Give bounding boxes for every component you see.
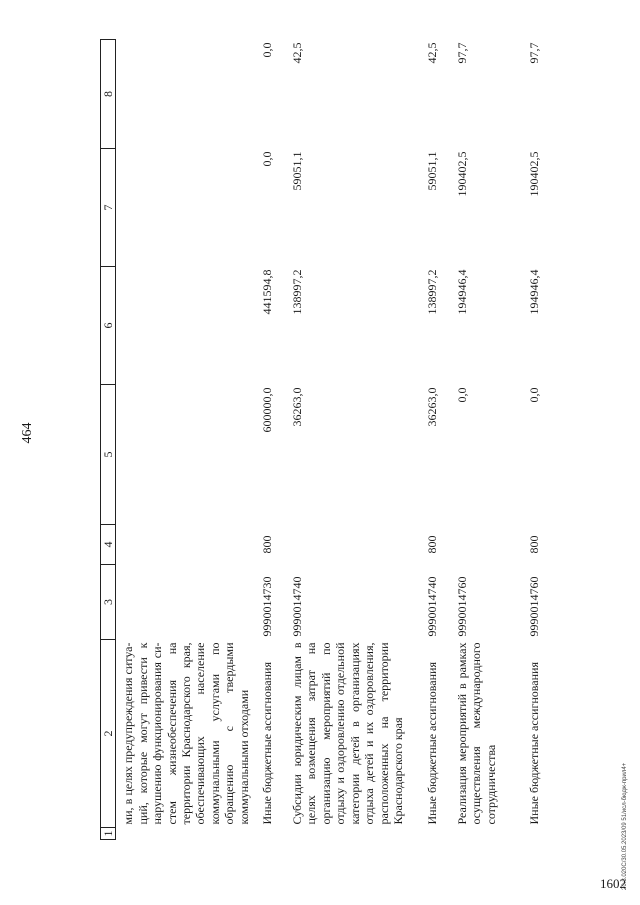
row-target-code [116, 565, 255, 640]
table-row [116, 40, 255, 840]
column-number-2: 2 [101, 640, 116, 828]
row-value-7 [116, 149, 255, 267]
row-value-5: 0,0 [527, 387, 542, 403]
row-expense-type [116, 525, 255, 565]
row-expense-type: 800 [260, 535, 275, 554]
row-expense-type: 800 [425, 535, 440, 554]
row-value-8 [116, 40, 255, 149]
row-value-8: 42,5 [425, 42, 440, 64]
column-number-8: 8 [101, 40, 116, 149]
table-row [285, 40, 420, 840]
row-value-5: 0,0 [455, 387, 470, 403]
row-value-8: 97,7 [527, 42, 542, 64]
row-target-code: 9990014760 [455, 576, 470, 637]
column-number-5: 5 [101, 385, 116, 525]
column-number-6: 6 [101, 267, 116, 385]
column-number-3: 3 [101, 565, 116, 640]
page-number: 464 [20, 422, 35, 444]
budget-table [100, 39, 552, 840]
row-value-7: 59051,1 [425, 151, 440, 191]
table-header-row [101, 40, 116, 840]
row-value-6: 138997,2 [290, 269, 305, 315]
row-value-7: 59051,1 [290, 151, 305, 191]
row-description: Реализация мероприятий в рамках осуществления международного сотрудничества [455, 642, 498, 825]
column-number-4: 4 [101, 525, 116, 565]
row-target-code: 9990014740 [290, 576, 305, 637]
row-value-8: 0,0 [260, 42, 275, 58]
row-value-6: 441594,8 [260, 269, 275, 315]
table-row [450, 40, 522, 840]
row-value-5: 36263,0 [290, 387, 305, 427]
document-code: 20.3.020C/30.05.2023/09 51/исл-бюдж-прил4+ [622, 762, 628, 890]
row-value-5: 36263,0 [425, 387, 440, 427]
row-description: ми, в целях предупреждения ситуаций, которые могут привести к нарушению функционирования систем жизнеобеспечения на территории Краснодарского края, обеспечивающих население коммунальными услугами по обращению с твердыми коммунальными отходами [121, 642, 251, 825]
table-row [420, 40, 450, 840]
row-value-6: 194946,4 [527, 269, 542, 315]
row-value-6: 194946,4 [455, 269, 470, 315]
row-value-8: 42,5 [290, 42, 305, 64]
row-expense-type [285, 525, 420, 565]
row-expense-type [450, 525, 522, 565]
row-description: Иные бюджетные ассигнования [260, 662, 275, 825]
row-value-5: 600000,0 [260, 387, 275, 433]
row-value-5 [116, 385, 255, 525]
table-row [522, 40, 552, 840]
row-target-code: 9990014740 [425, 576, 440, 637]
row-value-8: 97,7 [455, 42, 470, 64]
rotated-table-sheet [100, 40, 575, 840]
row-value-6 [116, 267, 255, 385]
row-expense-type: 800 [527, 535, 542, 554]
row-value-7: 0,0 [260, 151, 275, 167]
row-description: Иные бюджетные ассигнования [527, 662, 542, 825]
row-target-code: 9990014760 [527, 576, 542, 637]
row-value-7: 190402,5 [527, 151, 542, 197]
row-target-code: 9990014730 [260, 576, 275, 637]
row-value-6: 138997,2 [425, 269, 440, 315]
column-number-1: 1 [101, 828, 116, 840]
column-number-7: 7 [101, 149, 116, 267]
row-description: Субсидии юридическим лицам в целях возмещения затрат на организацию мероприятий по отдыху и оздоровлению отдельной категории детей в организациях отдыха детей и их оздоровления, расположенных на территории Краснодарского края [290, 642, 405, 825]
row-value-7: 190402,5 [455, 151, 470, 197]
footer-page-number: 1602 [600, 876, 626, 891]
table-row [255, 40, 285, 840]
row-description: Иные бюджетные ассигнования [425, 662, 440, 825]
